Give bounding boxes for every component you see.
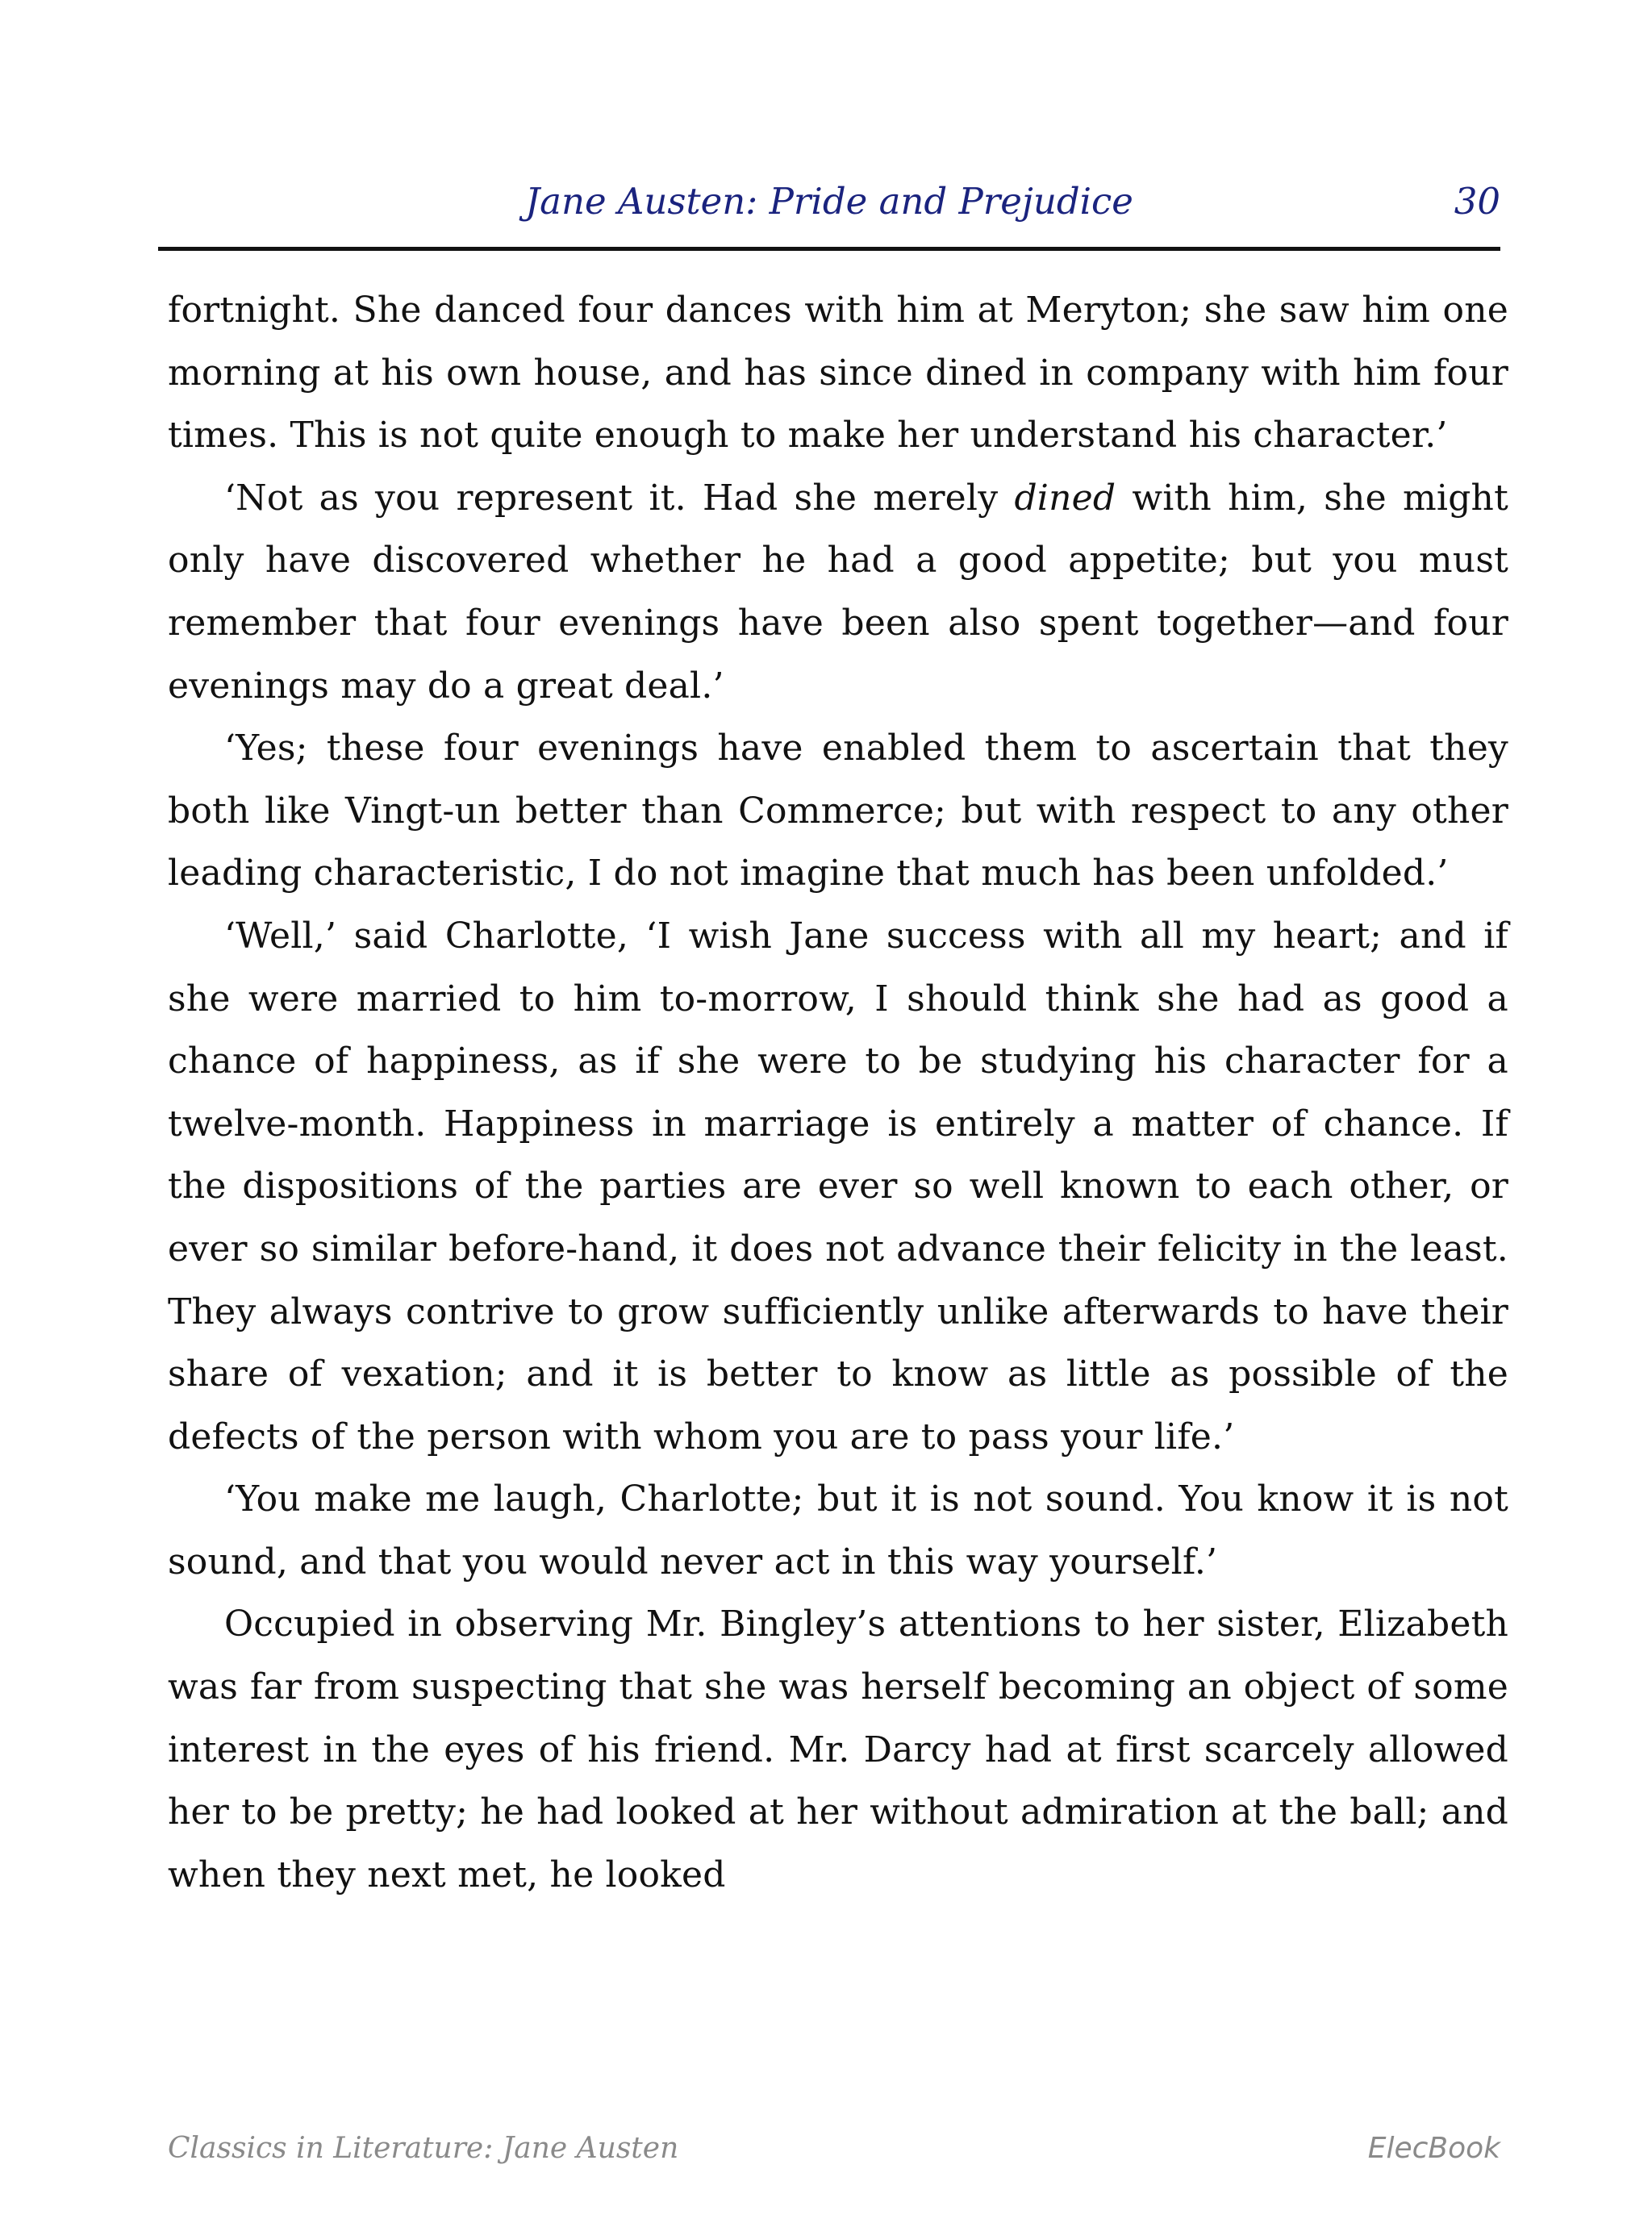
paragraph-2-emphasis: dined bbox=[1014, 477, 1116, 519]
paragraph-1: fortnight. She danced four dances with him at Meryton; she saw him one morning at his own house, and has since dined in company with him four times. This is not quite enough to make her understand his character.’ bbox=[168, 290, 1508, 457]
paragraph-4: ‘Well,’ said Charlotte, ‘I wish Jane success with all my heart; and if she were married to him to-morrow, I should think she had as good a chance of happiness, as if she were to be studying his character for a twelve-month. Happiness in marriage is entirely a matter of chance. If the dispositions of the parties are ever so well known to each other, or ever so similar before-hand, it does not advance their felicity in the least. They always contrive to grow sufficiently unlike afterwards to have their share of vexation; and it is better to know as little as possible of the defects of the person with whom you are to pass your life.’ bbox=[168, 915, 1508, 1458]
footer-publisher: ElecBook bbox=[1367, 2132, 1500, 2165]
footer-series-title: Classics in Literature: Jane Austen bbox=[168, 2132, 679, 2165]
paragraph-3: ‘Yes; these four evenings have enabled them to ascertain that they both like Vingt-un better than Commerce; but with respect to any other leading characteristic, I do not imagine that much has been unfolded.’ bbox=[168, 728, 1508, 895]
paragraph-2-before: ‘Not as you represent it. Had she merely bbox=[224, 477, 1015, 519]
paragraph-2-after: with him, she might only have discovered whether he had a good appetite; but you must remember that four evenings have been also spent together—and four evenings may do a great deal.’ bbox=[168, 477, 1508, 707]
running-header bbox=[158, 177, 1500, 226]
paragraph-6: Occupied in observing Mr. Bingley’s attentions to her sister, Elizabeth was far from suspecting that she was herself becoming an object of some interest in the eyes of his friend. Mr. Darcy had at first scarcely allowed her to be pretty; he had looked at her without admiration at the ball; and when they next met, he looked bbox=[168, 1604, 1508, 1895]
page-body bbox=[168, 279, 1508, 1906]
running-title: Jane Austen: Pride and Prejudice bbox=[525, 180, 1133, 223]
paragraph-2 bbox=[168, 467, 1508, 717]
paragraph-5: ‘You make me laugh, Charlotte; but it is not sound. You know it is not sound, and that you would never act in this way yourself.’ bbox=[168, 1478, 1508, 1583]
page-number: 30 bbox=[1454, 180, 1500, 223]
header-rule bbox=[158, 247, 1500, 251]
